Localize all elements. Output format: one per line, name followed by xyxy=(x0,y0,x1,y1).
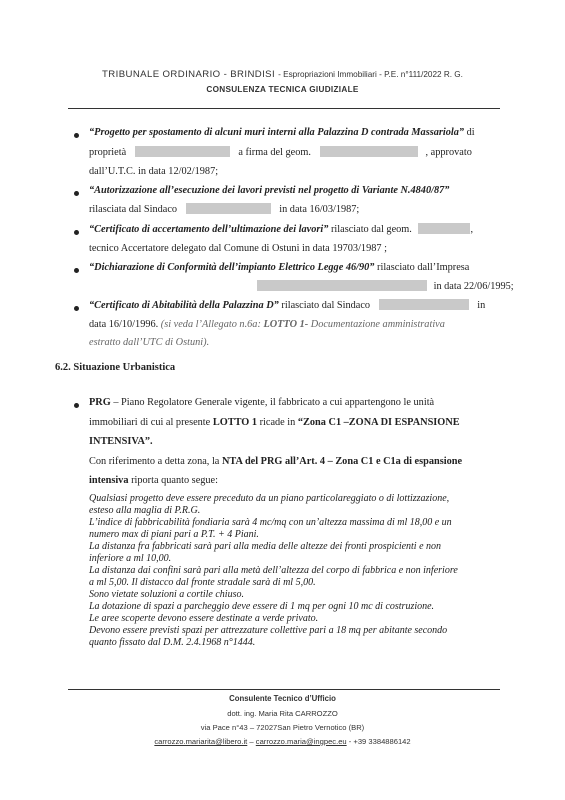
redacted-block xyxy=(379,299,469,310)
bullet-icon xyxy=(74,230,79,235)
footer-name: dott. ing. Maria Rita CARROZZO xyxy=(227,709,338,718)
footer-contacts: carrozzo.mariarita@libero.it – carrozzo.maria@ingpec.eu - +39 3384886142 xyxy=(154,737,411,746)
quote-line: esteso alla maglia di P.R.G. xyxy=(89,505,201,516)
email-link[interactable]: carrozzo.mariarita@libero.it xyxy=(154,737,248,746)
bullet-icon xyxy=(74,133,79,138)
bullet-icon xyxy=(74,191,79,196)
quote-line: Qualsiasi progetto deve essere preceduto da un piano particolareggiato o di lottizzazione, xyxy=(89,493,450,504)
quote-line: Sono vietate soluzioni a cortile chiuso. xyxy=(89,589,244,600)
bullet-icon xyxy=(74,403,79,408)
document-subtitle: CONSULENZA TECNICA GIUDIZIALE xyxy=(206,85,359,94)
pec-email-link[interactable]: carrozzo.maria@ingpec.eu xyxy=(255,737,347,746)
quote-line: a ml 5,00. Il distacco dal fronte stradale sarà di ml 5,00. xyxy=(89,577,316,588)
header-divider xyxy=(68,108,500,109)
item-title: “Certificato di Abitabilità della Palazzina D” xyxy=(89,300,279,311)
footer-title: Consulente Tecnico d’Ufficio xyxy=(229,694,336,703)
quote-line: La dotazione di spazi a parcheggio deve essere di 1 mq per ogni 10 mc di costruzione. xyxy=(89,601,435,612)
redacted-block xyxy=(135,146,230,157)
section-title: 6.2. Situazione Urbanistica xyxy=(55,362,176,373)
item-title: “Progetto per spostamento di alcuni muri interni alla Palazzina D contrada Massariola” xyxy=(89,127,465,138)
document-header xyxy=(0,69,565,80)
quote-line: L’indice di fabbricabilità fondiaria sarà 4 mc/mq con un’altezza massima di ml 18,00 e un xyxy=(89,517,452,528)
bullet-icon xyxy=(74,268,79,273)
item-title: “Certificato di accertamento dell’ultimazione dei lavori” xyxy=(89,224,329,235)
quote-line: La distanza fra fabbricati sarà pari alla media delle altezze dei fronti prospicienti e non xyxy=(89,541,442,552)
quote-line: quanto fissato dal D.M. 2.4.1968 n°1444. xyxy=(89,637,256,648)
phone-number: - +39 3384886142 xyxy=(348,737,411,746)
quote-line: inferiore a ml 10,00. xyxy=(89,553,172,564)
quote-line: numero max di piani pari a P.T. + 4 Piani. xyxy=(89,529,259,540)
footer-divider xyxy=(68,689,500,690)
redacted-block xyxy=(257,280,427,291)
item-title: “Dichiarazione di Conformità dell’impianto Elettrico Legge 46/90” xyxy=(89,262,375,273)
quote-line: La distanza dai confini sarà pari alla metà dell’altezza del corpo di fabbrica e non inferiore xyxy=(89,565,458,576)
bullet-icon xyxy=(74,306,79,311)
item-title: “Autorizzazione all’esecuzione dei lavori previsti nel progetto di Variante N.4840/87” xyxy=(89,185,450,196)
redacted-block xyxy=(320,146,418,157)
footer-address: via Pace n°43 – 72027San Pietro Vernotico (BR) xyxy=(200,723,365,732)
quote-line: Le aree scoperte devono essere destinate a verde privato. xyxy=(89,613,319,624)
court-name: TRIBUNALE ORDINARIO - BRINDISI xyxy=(102,69,276,80)
procedure-reference: - Espropriazioni Immobiliari - P.E. n°111/2022 R. G. xyxy=(278,70,463,79)
redacted-block xyxy=(418,223,470,234)
quote-line: Devono essere previsti spazi per attrezzature collettive pari a 18 mq per abitante secondo xyxy=(89,625,448,636)
redacted-block xyxy=(186,203,271,214)
